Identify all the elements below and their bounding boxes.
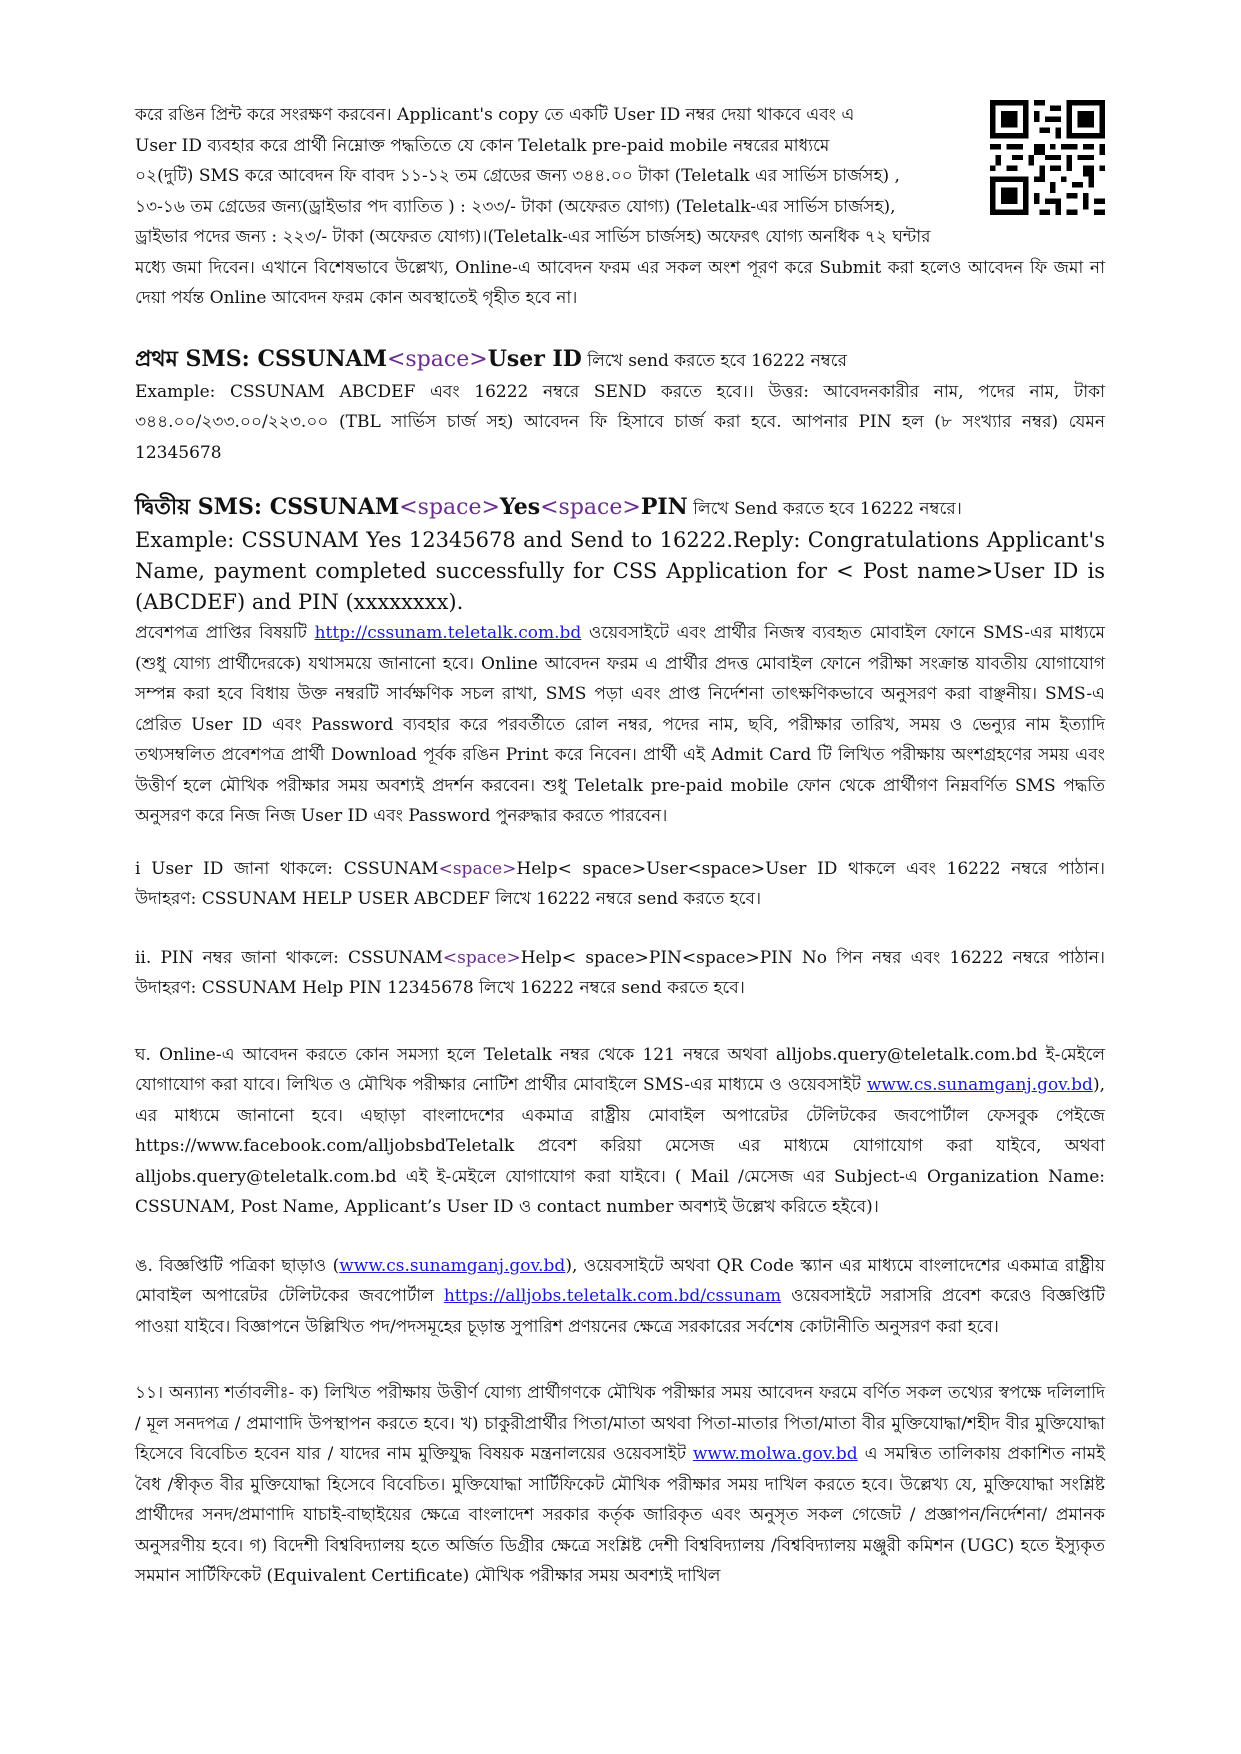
admit-card-info — [135, 618, 1105, 832]
sms1-code-tail: User ID — [487, 345, 582, 372]
teletalk-link[interactable]: http://cssunam.teletalk.com.bd — [314, 623, 582, 643]
intro-lines — [135, 100, 1105, 253]
sms2-yes: Yes — [499, 494, 541, 520]
terms-post: এ সমন্বিত তালিকায় প্রকাশিত নামই বৈধ /স্বীকৃত বীর মুক্তিযোদ্ধা হিসেবে বিবেচিত। মুক্তিযোদ্ধা সার্টিফিকেট মৌখিক পরীক্ষার সময় দাখিল করতে হবে। উল্লেখ্য যে, মুক্তিযোদ্ধা সংশ্লিষ্ট প্রার্থীদের সনদ/প্রমাণাদি যাচাই-বাছাইয়ের ক্ষেত্রে বাংলাদেশ সরকার কর্তৃক জারিকৃত এবং অনুসৃত সকল গেজেট / প্রজ্ঞাপন/নির্দেশনা/ প্রমানক অনুসরণীয় হবে। গ) বিদেশী বিশ্ববিদ্যালয় হতে অর্জিত ডিগ্রীর ক্ষেত্রে সংশ্লিষ্ট দেশী বিশ্ববিদ্যালয় /বিশ্ববিদ্যালয় মঞ্জুরী কমিশন (UGC) হতে ইস্যুকৃত সমমান সার্টিফিকেট (Equivalent Certificate) মৌখিক পরীক্ষার সময় অবশ্যই দাখিল — [135, 1444, 1105, 1586]
alljobs-link[interactable]: https://alljobs.teletalk.com.bd/cssunam — [443, 1286, 782, 1306]
space-token: <space> — [399, 495, 500, 520]
sms1-instruction — [135, 342, 1105, 377]
umo-pre: ঙ. বিজ্ঞপ্তিটি পত্রিকা ছাড়াও ( — [135, 1255, 340, 1276]
admit-pre: প্রবেশপত্র প্রাপ্তির বিষয়টি — [135, 623, 307, 643]
sms1-prefix: প্রথম SMS: CSSUNAM — [135, 345, 387, 372]
umo-post: ওয়েবসাইটে সরাসরি প্রবেশ করেও বিজ্ঞপ্তিটি পাওয়া যাইবে। বিজ্ঞাপনে উল্লিখিত পদ/পদসমূহের চূড়ান্ত সুপারিশ প্রণয়নের ক্ষেত্রে সরকারের সর্বশেষ কোটানীতি অনুসরণ করা হবে। — [135, 1286, 1105, 1337]
recover-pin — [135, 943, 1105, 1004]
intro-tail: মধ্যে জমা দিবেন। এখানে বিশেষভাবে উল্লেখ্য, Online-এ আবেদন ফরম এর সকল অংশ পূরণ করে Submit করা হলেও আবেদন ফি জমা না দেয়া পর্যন্ত Online আবেদন ফরম কোন অবস্থাতেই গৃহীত হবে না। — [135, 257, 1105, 308]
recover2-pre: ii. PIN নম্বর জানা থাকলে: CSSUNAM — [135, 947, 443, 968]
recover1-pre: i User ID জানা থাকলে: CSSUNAM — [135, 858, 439, 879]
admit-post: ওয়েবসাইটে এবং প্রার্থীর নিজস্ব ব্যবহৃত মোবাইল ফোনে SMS-এর মাধ্যমে (শুধু যোগ্য প্রার্থীদেরকে) যথাসময়ে জানানো হবে। Online আবেদন ফরম এ প্রার্থীর প্রদত্ত মোবাইল ফোনে পরীক্ষা সংক্রান্ত যাবতীয় যোগাযোগ সম্পন্ন করা হবে বিধায় উক্ত নম্বরটি সার্বক্ষণিক সচল রাখা, SMS পড়া এবং প্রাপ্ত নির্দেশনা তাৎক্ষণিকভাবে অনুসরণ করা বাঞ্ছনীয়। SMS-এ প্রেরিত User ID এবং Password ব্যবহার করে পরবর্তীতে রোল নম্বর, পদের নাম, ছবি, পরীক্ষার তারিখ, সময় ও ভেন্যুর নাম ইত্যাদি তথ্যসম্বলিত প্রবেশপত্র প্রার্থী Download পূর্বক রঙিন Print করে নিবেন। প্রার্থী এই Admit Card টি লিখিত পরীক্ষায় অংশগ্রহণের সময় এবং উত্তীর্ণ হলে মৌখিক পরীক্ষার সময় অবশ্যই প্রদর্শন করবেন। শুধু Teletalk pre-paid mobile ফোন থেকে প্রার্থীগণ নিম্নবর্ণিত SMS পদ্ধতি অনুসরণ করে নিজ নিজ User ID এবং Password পুনরুদ্ধার করতে পারবেন। — [135, 623, 1105, 826]
recover2-post: Help< space>PIN<space>PIN No পিন নম্বর এবং 16222 নম্বরে পাঠান। উদাহরণ: CSSUNAM Help PIN 12345678 লিখে 16222 নম্বরে send করতে হবে। — [135, 947, 1106, 998]
umo-mid: ), ওয়েবসাইটে অথবা QR Code স্ক্যান এর মাধ্যমে বাংলাদেশের একমাত্র রাষ্ট্রীয় মোবাইল অপারেটর টেলিটকের জবপোর্টাল — [135, 1255, 1106, 1306]
molwa-link[interactable]: www.molwa.gov.bd — [692, 1444, 858, 1464]
recover-user-id — [135, 854, 1105, 915]
intro-line: করে রঙিন প্রিন্ট করে সংরক্ষণ করবেন। Applicant's copy তে একটি User ID নম্বর দেয়া থাকবে এবং এ — [135, 105, 855, 125]
sms2-pin: PIN — [640, 494, 688, 520]
recover1-post: Help< space>User<space>User ID থাকলে এবং 16222 নম্বরে পাঠান। উদাহরণ: CSSUNAM HELP USER ABCDEF লিখে 16222 নম্বরে send করতে হবে। — [135, 858, 1106, 909]
space-token: <space> — [540, 495, 641, 520]
intro-line: ড্রাইভার পদের জন্য : ২২৩/- টাকা (অফেরত যোগ্য)।(Teletalk-এর সার্ভিস চার্জসহ) অফেরৎ যোগ্য অনধিক ৭২ ঘন্টার — [135, 227, 931, 247]
intro-line: ০২(দুটি) SMS করে আবেদন ফি বাবদ ১১-১২ তম গ্রেডের জন্য ৩৪৪.০০ টাকা (Teletalk এর সার্ভিস চার্জসহ) , — [135, 166, 900, 186]
space-token: <space> — [442, 947, 521, 968]
document-page — [135, 100, 1105, 1592]
sms2-suffix: লিখে Send করতে হবে 16222 নম্বরে। — [687, 499, 962, 519]
sms2-prefix: দ্বিতীয় SMS: CSSUNAM — [135, 494, 400, 520]
sms1-suffix: লিখে send করতে হবে 16222 নম্বরে — [581, 350, 847, 371]
district-website-link[interactable]: www.cs.sunamganj.gov.bd — [339, 1255, 566, 1276]
intro-line: User ID ব্যবহার করে প্রার্থী নিম্নোক্ত পদ্ধতিতে যে কোন Teletalk pre-paid mobile নম্বরের মাধ্যমে — [135, 135, 830, 156]
intro-line: ১৩-১৬ তম গ্রেডের জন্য(ড্রাইভার পদ ব্যাতিত ) : ২৩৩/- টাকা (অফেরত যোগ্য) (Teletalk-এর সার্ভিস চার্জসহ), — [135, 196, 896, 217]
gha-pre: ঘ. Online-এ আবেদন করতে কোন সমস্যা হলে Teletalk নম্বর থেকে 121 নম্বরে অথবা alljobs.query@teletalk.com.bd ই-মেইলে যোগাযোগ করা যাবে। লিখিত ও মৌখিক পরীক্ষার নোটিশ প্রার্থীর মোবাইলে SMS-এর মাধ্যমে ও ওয়েবসাইট — [135, 1044, 1105, 1095]
circular-availability-paragraph — [135, 1251, 1105, 1343]
sms2-example: Example: CSSUNAM Yes 12345678 and Send to 16222.Reply: Congratulations Applicant's Name, payment completed successfully for CSS Application for < Post name>User ID is (ABCDEF) and PIN (xxxxxxxx). — [135, 528, 1105, 614]
space-token: <space> — [438, 858, 517, 879]
terms-pre: ১১। অন্যান্য শর্তাবলীঃ- ক) লিখিত পরীক্ষায় উত্তীর্ণ যোগ্য প্রার্থীগণকে মৌখিক পরীক্ষার সময় আবেদন ফরমে বর্ণিত সকল তথ্যের স্বপক্ষে দলিলাদি / মূল সনদপত্র / প্রমাণাদি উপস্থাপন করতে হবে। খ) চাকুরীপ্রার্থীর পিতা/মাতা অথবা পিতা-মাতার পিতা/মাতা বীর মুক্তিযোদ্ধা/শহীদ বীর মুক্তিযোদ্ধা হিসেবে বিবেচিত হবেন যার / যাদের নাম মুক্তিযুদ্ধ বিষয়ক মন্ত্রনালয়ের ওয়েবসাইট — [135, 1383, 1105, 1464]
qr-code — [990, 100, 1105, 215]
other-terms-paragraph — [135, 1378, 1105, 1592]
space-token: <space> — [386, 346, 488, 372]
district-website-link[interactable]: www.cs.sunamganj.gov.bd — [866, 1075, 1093, 1095]
sms1-example: Example: CSSUNAM ABCDEF এবং 16222 নম্বরে SEND করতে হবে।। উত্তর: আবেদনকারীর নাম, পদের নাম, টাকা ৩৪৪.০০/২৩৩.০০/২২৩.০০ (TBL সার্ভিস চার্জ সহ) আবেদন ফি হিসাবে চার্জ করা হবে. আপনার PIN হল (৮ সংখ্যার নম্বর) যেমন 12345678 — [135, 381, 1105, 463]
online-help-paragraph — [135, 1040, 1105, 1223]
gha-post: ), এর মাধ্যমে জানানো হবে। এছাড়া বাংলাদেশের একমাত্র রাষ্ট্রীয় মোবাইল অপারেটর টেলিটকের জবপোর্টাল ফেসবুক পেইজে https://www.facebook.com/alljobsbdTeletalk প্রবেশ করিয়া মেসেজ এর মাধ্যমে যোগাযোগ করা যাইবে, অথবা alljobs.query@teletalk.com.bd এই ই-মেইলে যোগাযোগ করা যাইবে। ( Mail /মেসেজ এর Subject-এ Organization Name: CSSUNAM, Post Name, Applicant’s User ID ও contact number অবশ্যই উল্লেখ করিতে হইবে)। — [135, 1075, 1105, 1217]
sms2-instruction — [135, 490, 1105, 525]
